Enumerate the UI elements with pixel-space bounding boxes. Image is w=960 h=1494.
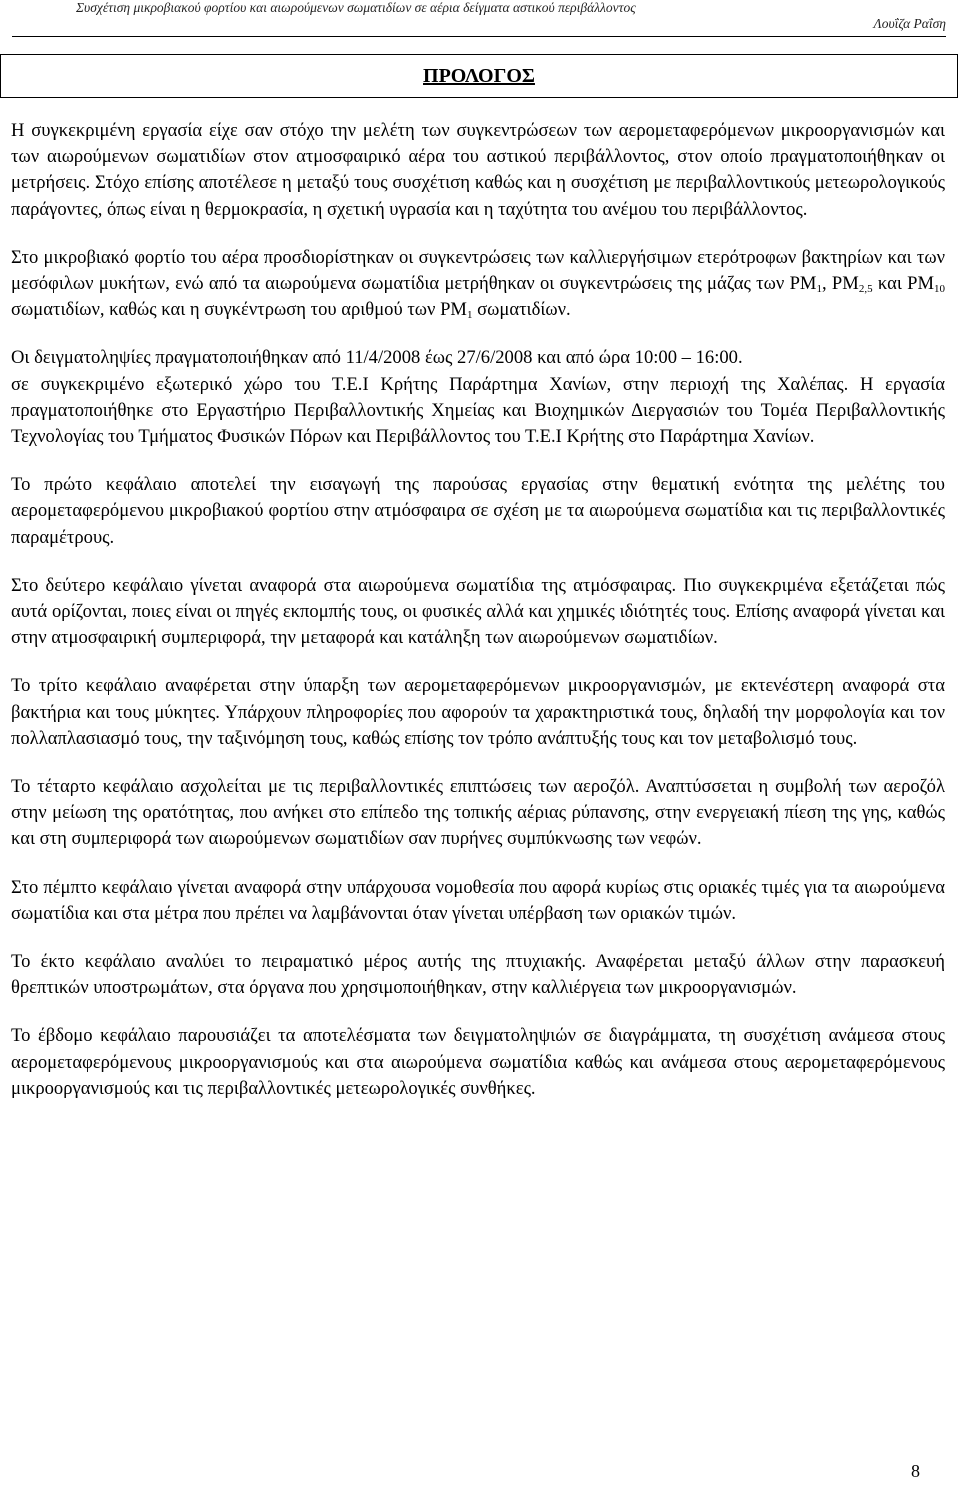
subscript: 1	[816, 283, 822, 296]
paragraph-chapter-1: Το πρώτο κεφάλαιο αποτελεί την εισαγωγή της παρούσας εργασίας στην θεματική ενότητα της μελέτης του αερομεταφερόμενου μικροβιακού φορτίου στην ατμόσφαιρα σε σχέση με τα αιωρούμενα σωματίδια και τις περιβαλλοντικές παραμέτρους.	[11, 474, 945, 548]
header-title: Συσχέτιση μικροβιακού φορτίου και αιωρούμενων σωματιδίων σε αέρια δείγματα αστικού περιβάλλοντος	[76, 0, 636, 15]
running-header	[12, 0, 946, 31]
subscript: 10	[934, 283, 946, 296]
paragraph-chapter-5: Στο πέμπτο κεφάλαιο γίνεται αναφορά στην υπάρχουσα νομοθεσία που αφορά κυρίως στις οριακές τιμές για τα αιωρούμενα σωματίδια και στα μέτρα που πρέπει να λαμβάνονται όταν γίνεται υπέρβαση των οριακών τιμών.	[11, 876, 945, 924]
paragraph-chapter-7: Το έβδομο κεφάλαιο παρουσιάζει τα αποτελέσματα των δειγματοληψιών σε διαγράμματα, τη συσχέτιση ανάμεσα στους αερομεταφερόμενους μικροοργανισμούς και στα αιωρούμενα σωματίδια καθώς και ανάμεσα στους αερομεταφερόμενους μικροοργανισμούς και τις περιβαλλοντικές μετεωρολογικές συνθήκες.	[11, 1025, 945, 1099]
header-divider	[12, 36, 946, 37]
subscript: 2,5	[858, 283, 873, 296]
page-number: 8	[911, 1461, 920, 1481]
paragraph-chapter-6: Το έκτο κεφάλαιο αναλύει το πειραματικό μέρος αυτής της πτυχιακής. Αναφέρεται μεταξύ άλλων στην παρασκευή θρεπτικών υποστρωμάτων, στα όργανα που χρησιμοποιήθηκαν, στην καλλιέργεια των μικροοργανισμών.	[11, 951, 945, 999]
preface-body	[11, 118, 945, 1124]
paragraph-sampling-dates: Οι δειγματοληψίες πραγματοποιήθηκαν από 11/4/2008 έως 27/6/2008 και από ώρα 10:00 – 16:00.	[11, 347, 743, 369]
section-title-box	[0, 54, 958, 98]
subscript: 1	[466, 309, 473, 322]
header-author: Λουΐζα Ραΐση	[873, 16, 946, 31]
paragraph-chapter-2: Στο δεύτερο κεφάλαιο γίνεται αναφορά στα αιωρούμενα σωματίδια της ατμόσφαιρας. Πιο συγκεκριμένα εξετάζεται πώς αυτά ορίζονται, ποιες είναι οι πηγές εκπομπής τους, οι φυσικές αλλά και χημικές ιδιότητές τους. Επίσης αναφορά γίνεται και στην ατμοσφαιρική συμπεριφορά, την μεταφορά και κατάληξη των αιωρούμενων σωματιδίων.	[11, 574, 945, 649]
paragraph-measurements	[11, 245, 945, 324]
paragraph-text: σωματιδίων, καθώς και η συγκέντρωση του αριθμού των PM	[11, 299, 467, 321]
section-title: ΠΡΟΛΟΓΟΣ	[423, 64, 535, 87]
paragraph-chapter-3: Το τρίτο κεφάλαιο αναφέρεται στην ύπαρξη των αερομεταφερόμενων μικροοργανισμών, με εκτενέστερη αναφορά στα βακτήρια και τους μύκητες. Υπάρχουν πληροφορίες που αφορούν τα χαρακτηριστικά τους, δηλαδή την μορφολογία και τον πολλαπλασιασμό τους, την ταξινόμηση τους, καθώς επίσης τον τρόπο ανάπτυξής τους και τον μεταβολισμό τους.	[11, 675, 945, 749]
paragraph-sampling-location: σε συγκεκριμένο εξωτερικό χώρο του Τ.Ε.Ι Κρήτης Παράρτημα Χανίων, στην περιοχή της Χαλέπας. Η εργασία πραγματοποιήθηκε στο Εργαστήριο Περιβαλλοντικής Χημείας και Βιοχημικών Διεργασιών του Τομέα Περιβαλλοντικής Τεχνολογίας του Τμήματος Φυσικών Πόρων και Περιβάλλοντος του Τ.Ε.Ι Κρήτης στο Παράρτημα Χανίων.	[11, 373, 945, 448]
paragraph-text: σωματιδίων.	[472, 299, 571, 321]
paragraph-text: , PM	[821, 273, 859, 295]
paragraph-text: Στο μικροβιακό φορτίο του αέρα προσδιορίστηκαν οι συγκεντρώσεις των καλλιεργήσιμων ετερότροφων βακτηρίων και των μεσόφιλων μυκήτων, ενώ από τα αιωρούμενα σωματίδια μετρήθηκαν οι συγκεντρώσεις της μάζας των PM	[11, 246, 945, 295]
paragraph-text: και PM	[872, 273, 935, 295]
paragraph-chapter-4: Το τέταρτο κεφάλαιο ασχολείται με τις περιβαλλοντικές επιπτώσεις των αεροζόλ. Αναπτύσσεται η συμβολή των αεροζόλ στην μείωση της ορατότητας, που ανήκει στο επίπεδο της τοπικής αέριας ρύπανσης, στην ενεργειακή πίεση της γης, καθώς και στη συμπεριφορά των αιωρούμενων σωματιδίων σαν πυρήνες συμπύκνωσης των νεφών.	[11, 776, 945, 850]
paragraph-aim: Η συγκεκριμένη εργασία είχε σαν στόχο την μελέτη των συγκεντρώσεων των αερομεταφερόμενων μικροοργανισμών και των αιωρούμενων σωματιδίων στον ατμοσφαιρικό αέρα του αστικού περιβάλλοντος, στον οποίο πραγματοποιήθηκαν οι μετρήσεις. Στόχο επίσης αποτέλεσε η μεταξύ τους συσχέτιση καθώς και η συσχέτιση με περιβαλλοντικούς μετεωρολογικούς παράγοντες, όπως είναι η θερμοκρασία, η σχετική υγρασία και η ταχύτητα του ανέμου του περιβάλλοντος.	[11, 120, 945, 220]
